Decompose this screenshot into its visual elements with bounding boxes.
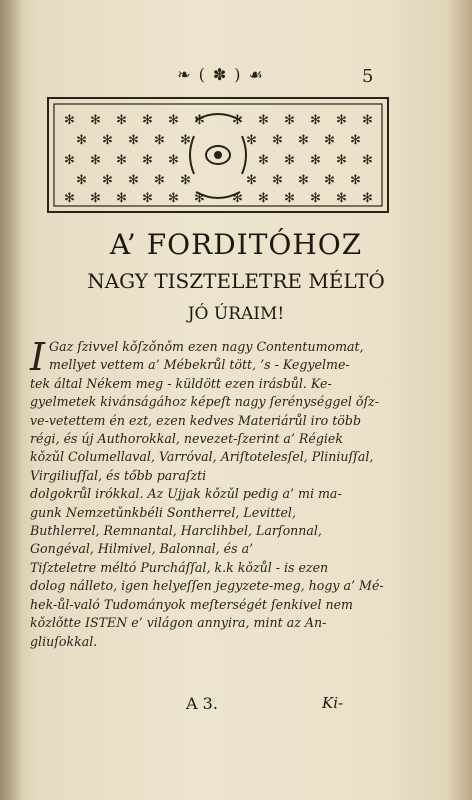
text-line: Tiſzteletre méltó Purcháſſal, k.k kǒzůl - is ezen [30,559,329,575]
svg-text:✻: ✻ [154,173,165,188]
svg-text:✻: ✻ [246,133,257,148]
page-subtitle: NAGY TISZTELETRE MÉLTÓ [87,269,385,293]
svg-text:✻: ✻ [180,133,191,148]
svg-text:✻: ✻ [258,153,269,168]
text-line: tek által Nékem meg - küldött ezen irásbůl. Ke- [30,375,332,391]
svg-text:✻: ✻ [64,153,75,168]
svg-text:✻: ✻ [310,113,321,128]
salutation: JÓ ÚRAIM! [187,304,285,324]
svg-text:✻: ✻ [350,133,361,148]
svg-text:✻: ✻ [310,153,321,168]
catchword: Ki- [322,694,344,712]
svg-text:✻: ✻ [324,133,335,148]
drop-cap: I [30,335,46,379]
svg-text:✻: ✻ [272,133,283,148]
svg-text:✻: ✻ [258,191,269,206]
svg-text:✻: ✻ [180,173,191,188]
top-ornament [150,62,290,86]
svg-text:✻: ✻ [64,191,75,206]
svg-text:✻: ✻ [194,191,205,206]
svg-text:✻: ✻ [298,133,309,148]
text-line: Buthlerrel, Remnantal, Harclihbel, Larſonnal, Gongéval, Hilmivel, Balonnal, és a’ [30,523,322,557]
svg-text:✻: ✻ [362,191,373,206]
svg-text:✻: ✻ [142,153,153,168]
svg-text:✻: ✻ [168,153,179,168]
svg-text:✻: ✻ [168,113,179,128]
svg-text:✻: ✻ [246,173,257,188]
svg-text:✻: ✻ [102,133,113,148]
svg-text:✻: ✻ [194,113,205,128]
svg-text:✻: ✻ [116,191,127,206]
svg-text:✻: ✻ [362,113,373,128]
flower-icon: ✽ [212,64,227,84]
svg-text:✻: ✻ [90,113,101,128]
text-line: gliuſokkal. [30,633,98,649]
text-line: gyelmetek kivánságához képeſt nagy ſerénységgel ǒſz- [30,394,380,410]
text-line: gunk Nemzetǔnkbéli Sontherrel, Levittel, [30,504,296,520]
text-line: régi, és új Authorokkal, nevezet-ſzerint a’ Régiek [30,431,344,447]
text-line: dolog nálleto, igen helyeſſen jegyzete-meg, hogy a’ Mé- [30,578,384,594]
text-line: ve-vetettem én ezt, ezen kedves Materiárůl iro több [30,412,362,428]
svg-text:✻: ✻ [336,113,347,128]
text-line: kǒzlǒtte ISTEN e’ világon annyira, mint az An- [30,615,327,631]
fleuron-right-icon: ☙ [248,64,263,84]
text-line: kǒzǔl Columellaval, Varróval, Ariſtotelesſel, Pliniuſſal, Virgiliuſſal, és tőbb paraſzti [30,449,374,483]
paren-left: ( [198,64,205,84]
decorative-headpiece-icon [46,96,390,214]
body-text [30,335,384,651]
page-edge-shadow [448,0,472,800]
svg-text:✻: ✻ [102,173,113,188]
svg-text:✻: ✻ [154,133,165,148]
svg-text:✻: ✻ [258,113,269,128]
svg-text:✻: ✻ [168,191,179,206]
svg-text:✻: ✻ [232,191,243,206]
svg-text:✻: ✻ [76,133,87,148]
svg-text:✻: ✻ [284,153,295,168]
svg-text:✻: ✻ [128,133,139,148]
svg-text:✻: ✻ [76,173,87,188]
svg-text:✻: ✻ [90,191,101,206]
svg-text:✻: ✻ [298,173,309,188]
fleuron-left-icon: ❧ [177,64,191,84]
svg-text:✻: ✻ [362,153,373,168]
svg-text:✻: ✻ [90,153,101,168]
svg-text:✻: ✻ [284,191,295,206]
text-line: hek-ůl-való Tudományok meſterségét ſenkivel nem [30,596,353,612]
svg-text:✻: ✻ [64,113,75,128]
svg-text:✻: ✻ [128,173,139,188]
svg-text:✻: ✻ [310,191,321,206]
paren-right: ) [234,64,241,84]
svg-text:✻: ✻ [272,173,283,188]
page-number: 5 [362,66,374,87]
signature-mark: A 3. [186,694,218,713]
text-line: dolgokrůl irókkal. Az Ujjak kǒzǔl pedig a’ mi ma- [30,486,342,502]
text-line: mellyet vettem a’ Mébekrůl tött, ’s - Kegyelme- [49,357,350,373]
svg-text:✻: ✻ [324,173,335,188]
svg-text:✻: ✻ [336,191,347,206]
svg-text:✻: ✻ [116,153,127,168]
svg-text:✻: ✻ [142,191,153,206]
svg-text:✻: ✻ [232,113,243,128]
svg-text:✻: ✻ [116,113,127,128]
svg-text:✻: ✻ [284,113,295,128]
svg-text:✻: ✻ [350,173,361,188]
svg-text:✻: ✻ [142,113,153,128]
text-line: Gaz ſzivvel kǒſzǒnǒm ezen nagy Contentumomat, [49,339,364,354]
svg-text:✻: ✻ [336,153,347,168]
page-title: A’ FORDITÓHOZ [109,228,363,261]
